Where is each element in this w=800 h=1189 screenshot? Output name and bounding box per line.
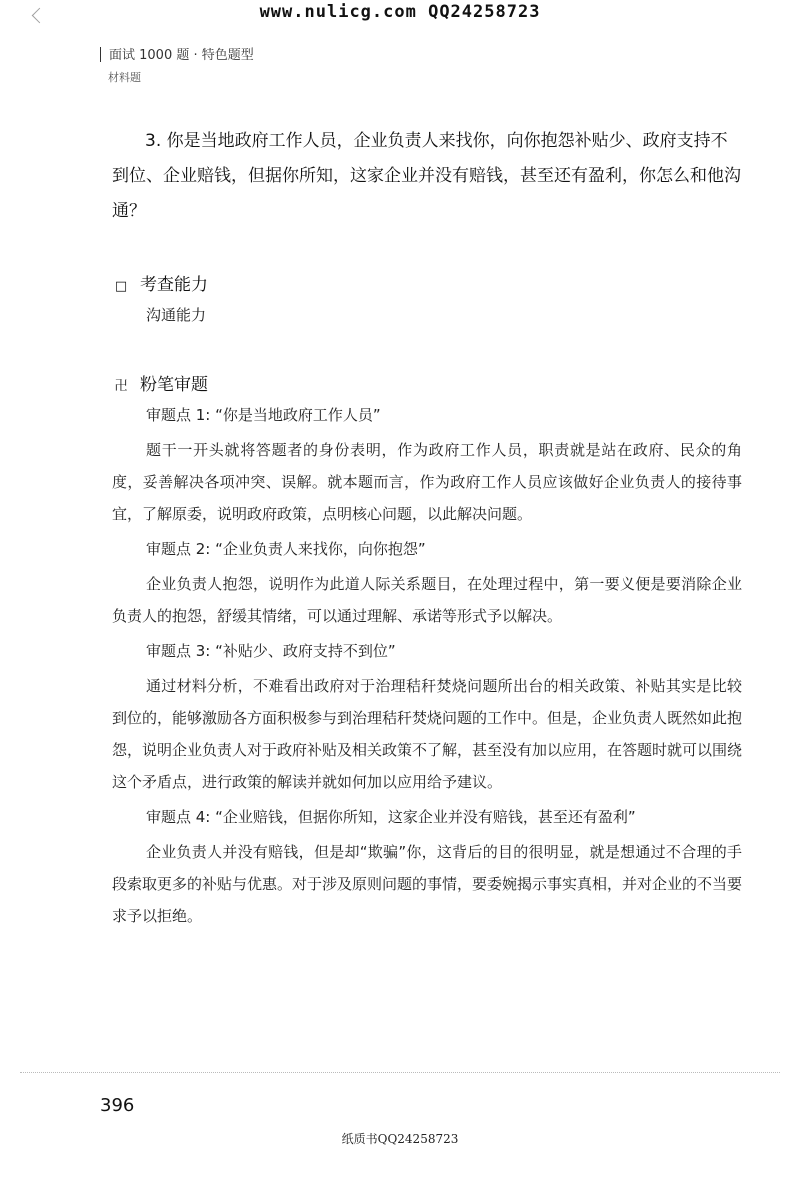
analysis-point-label: 审题点 3: “补贴少、政府支持不到位” [146,642,396,660]
watermark-top: www.nulicg.com QQ24258723 [259,2,541,22]
running-head [100,44,254,85]
analysis-heading-label: 粉笔审题 [140,375,208,395]
analysis-paragraph: 企业负责人抱怨，说明作为此道人际关系题目，在处理过程中，第一要义便是要消除企业负责人的抱怨，舒缓其情绪，可以通过理解、承诺等形式予以解决。 [112,575,742,625]
ability-heading [112,270,208,295]
page-number: 396 [100,1095,135,1116]
pen-mark-icon: 卍 [114,379,128,394]
analysis-paragraph: 通过材料分析，不难看出政府对于治理秸秆焚烧问题所出台的相关政策、补贴其实是比较到位的，能够激励各方面积极参与到治理秸秆焚烧问题的工作中。但是，企业负责人既然如此抱怨，说明企业负责人对于政府补贴及相关政策不了解，甚至没有加以应用，在答题时就可以围绕这个矛盾点，进行政策的解读并就如何加以应用给予建议。 [112,677,743,791]
analysis-heading [112,370,208,395]
analysis-point-label: 审题点 2: “企业负责人来找你，向你抱怨” [146,540,426,558]
analysis-paragraph: 题干一开头就将答题者的身份表明，作为政府工作人员，职责就是站在政府、民众的角度，妥善解决各项冲突、误解。就本题而言，作为政府工作人员应该做好企业负责人的接待事宜，了解原委，说明政府政策，点明核心问题，以此解决问题。 [112,441,742,523]
running-head-title: 面试 1000 题 · 特色题型 [109,48,254,63]
question-text: 3. 你是当地政府工作人员，企业负责人来找你，向你抱怨补贴少、政府支持不到位、企业赔钱，但据你所知，这家企业并没有赔钱，甚至还有盈利，你怎么和他沟通？ [112,131,741,221]
watermark-bottom: 纸质书QQ24258723 [341,1132,459,1146]
running-head-subtitle: 材料题 [108,71,141,84]
analysis-point-label: 审题点 4: “企业赔钱，但据你所知，这家企业并没有赔钱，甚至还有盈利” [146,808,636,826]
footer-divider [20,1072,780,1073]
analysis-body [112,400,742,936]
analysis-point-label: 审题点 1: “你是当地政府工作人员” [146,406,381,424]
analysis-paragraph: 企业负责人并没有赔钱，但是却“欺骗”你，这背后的目的很明显，就是想通过不合理的手段索取更多的补贴与优惠。对于涉及原则问题的事情，要委婉揭示事实真相，并对企业的不当要求予以拒绝。 [112,843,743,925]
ability-heading-label: 考查能力 [140,275,208,295]
running-head-bar [100,47,101,62]
ability-value: 沟通能力 [146,306,207,324]
checkbox-icon: □ [114,279,128,294]
